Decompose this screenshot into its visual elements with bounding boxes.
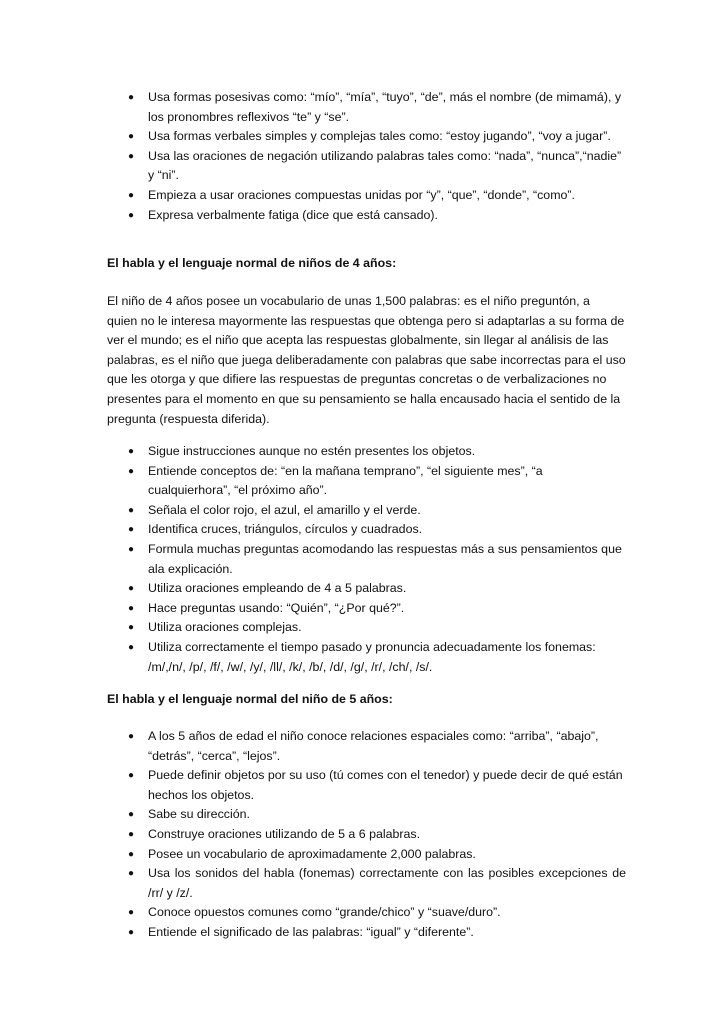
paragraph-line: palabras, es el niño que juega deliberadamente con palabras que sabe incorrectas para el uso: [107, 352, 626, 367]
list-item: ● Utiliza correctamente el tiempo pasado y pronuncia adecuadamente los fonemas: /m/,/n/, /p/, /f/, /w/, /y/, /ll/, /k/, /b/, /d/, /g/, /r/, /ch/, /s/.: [128, 638, 626, 677]
list-item: ● Construye oraciones utilizando de 5 a 6 palabras.: [128, 825, 626, 845]
list-item: ● Formula muchas preguntas acomodando las respuestas más a sus pensamientos que ala explicación.: [128, 540, 626, 579]
language-milestones-list-3-years: [128, 88, 626, 225]
paragraph-line: quien no le interesa mayormente las respuestas que obtenga pero si adaptarlas a su forma de: [107, 313, 625, 328]
list-item: ● Puede definir objetos por su uso (tú comes con el tenedor) y puede decir de qué están hechos los objetos.: [128, 766, 626, 805]
list-item: ● Entiende el significado de las palabras: “igual” y “diferente”.: [128, 923, 626, 943]
list-item: ● Expresa verbalmente fatiga (dice que está cansado).: [128, 206, 626, 226]
paragraph-line: pregunta (respuesta diferida).: [107, 411, 270, 426]
list-item: ● Señala el color rojo, el azul, el amarillo y el verde.: [128, 501, 626, 521]
language-milestones-list-5-years: [128, 727, 626, 943]
paragraph-line: ver el mundo; es el niño que acepta las respuestas globalmente, sin llegar al análisis de las: [107, 333, 609, 348]
list-item: ● Sigue instrucciones aunque no estén presentes los objetos.: [128, 442, 626, 462]
paragraph-line: presentes para el momento en que su pensamiento se halla encausado hacia el sentido de la: [107, 391, 621, 406]
list-item: ● Posee un vocabulario de aproximadamente 2,000 palabras.: [128, 845, 626, 865]
list-item: ● Identifica cruces, triángulos, círculos y cuadrados.: [128, 520, 626, 540]
list-item: ● Usa formas verbales simples y complejas tales como: “estoy jugando”, “voy a jugar”.: [128, 127, 626, 147]
list-item: ● Empieza a usar oraciones compuestas unidas por “y”, “que”, “donde”, “como”.: [128, 186, 626, 206]
list-item: ● Sabe su dirección.: [128, 805, 626, 825]
list-item: ● Utiliza oraciones complejas.: [128, 618, 626, 638]
list-item: ● A los 5 años de edad el niño conoce relaciones espaciales como: “arriba”, “abajo”, “detrás”, “cerca”, “lejos”.: [128, 727, 626, 766]
list-item: ● Utiliza oraciones empleando de 4 a 5 palabras.: [128, 579, 626, 599]
paragraph-line: que les otorga y que difiere las respuestas de preguntas concretas o de verbalizaciones no: [107, 372, 607, 387]
paragraph-line: El niño de 4 años posee un vocabulario de unas 1,500 palabras: es el niño preguntón, a: [107, 294, 590, 308]
list-item: ● Conoce opuestos comunes como “grande/chico” y “suave/duro”.: [128, 903, 626, 923]
list-item: ● Usa las oraciones de negación utilizando palabras tales como: “nada”, “nunca”,“nadie” y “ni”.: [128, 147, 626, 186]
list-item: ● Usa los sonidos del habla (fonemas) correctamente con las posibles excepciones de /rr/ y /z/.: [128, 864, 626, 903]
section-heading-4-years: El habla y el lenguaje normal de niños de 4 años:: [107, 256, 397, 270]
section-heading-5-years: El habla y el lenguaje normal del niño de 5 años:: [107, 692, 393, 706]
language-milestones-list-4-years: [128, 442, 626, 677]
section-paragraph-4-years: [107, 292, 627, 429]
list-item: ● Usa formas posesivas como: “mío”, “mía”, “tuyo”, “de”, más el nombre (de mimamá), y los pronombres reflexivos “te” y “se”.: [128, 88, 626, 127]
list-item: ● Hace preguntas usando: “Quién”, “¿Por qué?”.: [128, 599, 626, 619]
list-item: ● Entiende conceptos de: “en la mañana temprano”, “el siguiente mes”, “a cualquierhora”, “el próximo año”.: [128, 462, 626, 501]
